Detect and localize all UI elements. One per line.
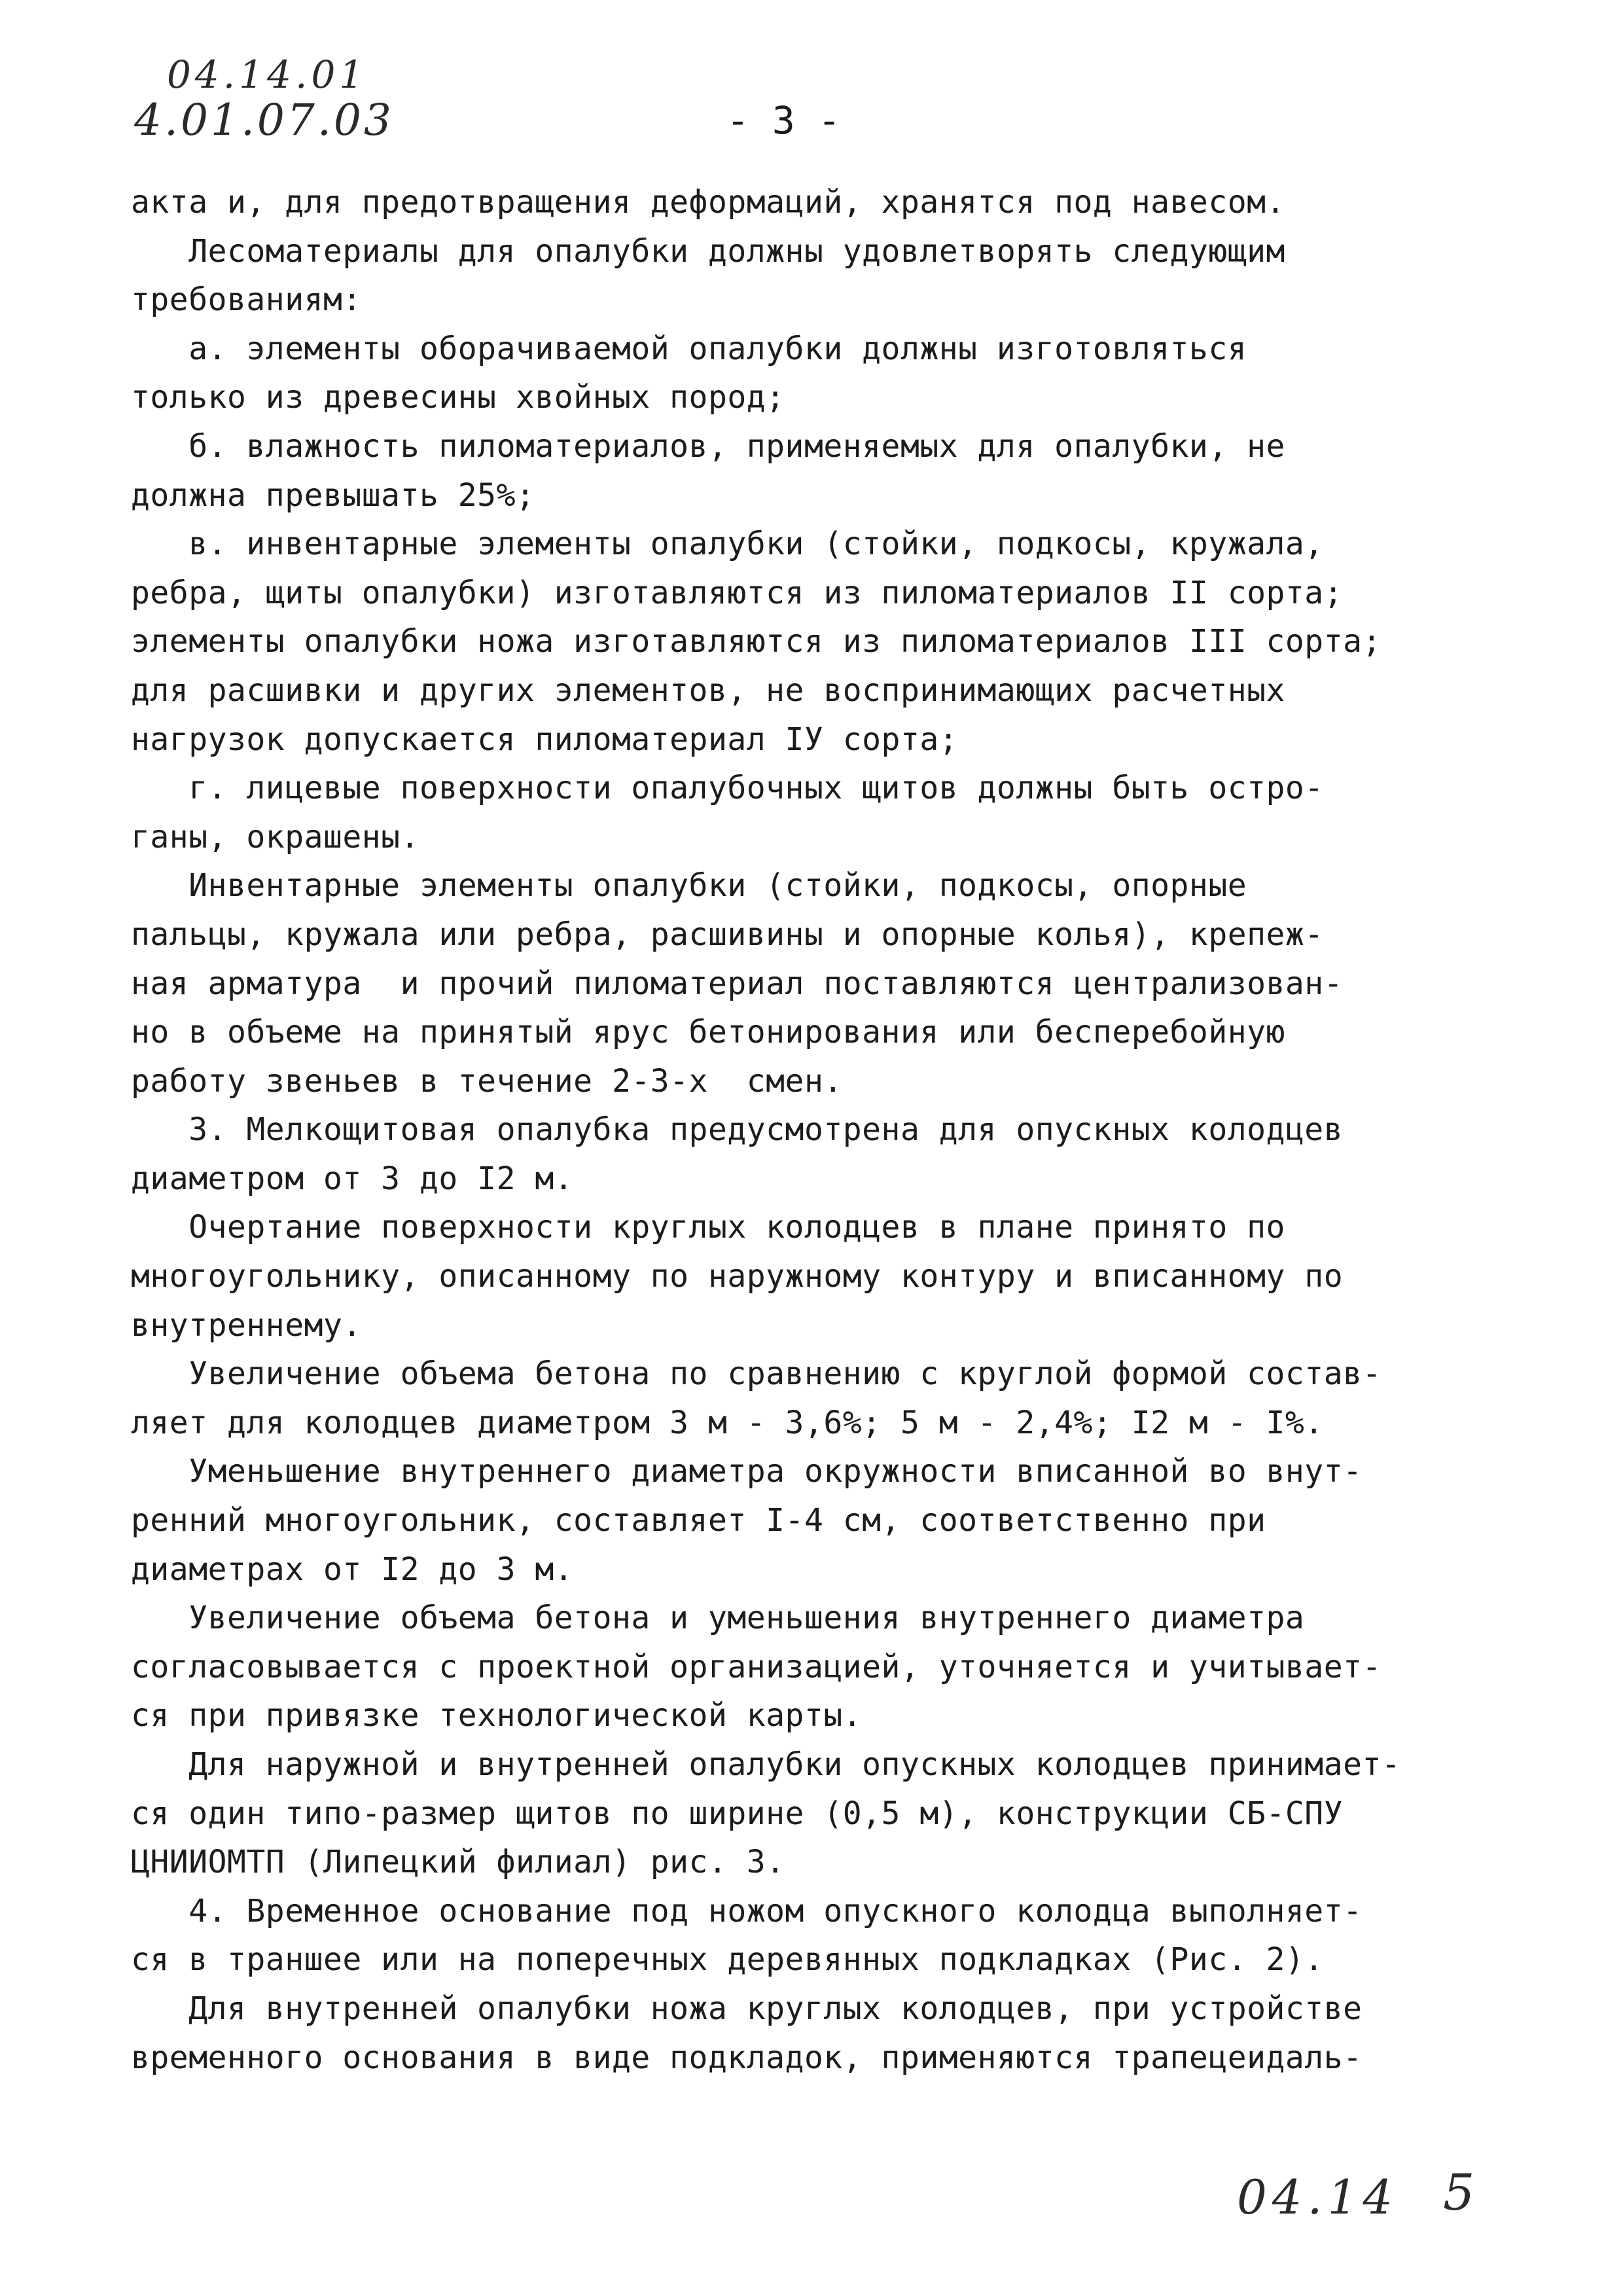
text-line: Для внутренней опалубки ножа круглых колодцев, при устройстве	[131, 1990, 1363, 2027]
text-line: Для наружной и внутренней опалубки опускных колодцев принимает-	[131, 1746, 1401, 1783]
text-line: нагрузок допускается пиломатериал IУ сорта;	[131, 721, 959, 758]
document-body	[131, 178, 1505, 2082]
text-line: элементы опалубки ножа изготавляются из пиломатериалов III сорта;	[131, 623, 1382, 660]
text-line: ся при привязке технологической карты.	[131, 1697, 863, 1734]
text-line: г. лицевые поверхности опалубочных щитов должны быть остро-	[131, 770, 1324, 807]
text-line: акта и, для предотвращения деформаций, хранятся под навесом.	[131, 184, 1285, 221]
text-line: временного основания в виде подкладок, применяются трапецеидаль-	[131, 2039, 1363, 2076]
text-line: ся один типо-размер щитов по ширине (0,5 м), конструкции СБ-СПУ	[131, 1795, 1344, 1832]
text-line: диаметром от 3 до I2 м.	[131, 1160, 574, 1197]
text-line: ся в траншее или на поперечных деревянных подкладках (Рис. 2).	[131, 1941, 1324, 1979]
text-line: многоугольнику, описанному по наружному контуру и вписанному по	[131, 1258, 1344, 1295]
text-line: Увеличение объема бетона и уменьшения внутреннего диаметра	[131, 1600, 1305, 1637]
text-line: Инвентарные элементы опалубки (стойки, подкосы, опорные	[131, 867, 1247, 905]
text-line: Лесоматериалы для опалубки должны удовлетворять следующим	[131, 232, 1285, 270]
text-line: а. элементы оборачиваемой опалубки должны изготовляться	[131, 330, 1247, 367]
text-line: ренний многоугольник, составляет I-4 см, соответственно при	[131, 1502, 1266, 1539]
text-line: Уменьшение внутреннего диаметра окружности вписанной во внут-	[131, 1453, 1363, 1490]
text-line: ная арматура и прочий пиломатериал поставляются централизован-	[131, 965, 1344, 1002]
text-line: 4. Временное основание под ножом опускного колодца выполняет-	[131, 1892, 1363, 1929]
handwritten-footer-mark: 04.14	[1237, 2170, 1399, 2225]
text-line: пальцы, кружала или ребра, расшивины и опорные колья), крепеж-	[131, 916, 1324, 953]
text-line: ганы, окрашены.	[131, 818, 419, 855]
handwritten-sheet-number: 5	[1443, 2163, 1475, 2221]
text-line: б. влажность пиломатериалов, применяемых для опалубки, не	[131, 427, 1285, 465]
text-line: только из древесины хвойных пород;	[131, 379, 785, 416]
text-line: согласовывается с проектной организацией, уточняется и учитывает-	[131, 1648, 1382, 1685]
text-line: требованиям:	[131, 281, 362, 319]
text-line: в. инвентарные элементы опалубки (стойки, подкосы, кружала,	[131, 526, 1324, 563]
text-line: диаметрах от I2 до 3 м.	[131, 1551, 574, 1588]
handwritten-code-line-2: 4.01.07.03	[134, 95, 394, 145]
page-number: - 3 -	[726, 98, 841, 143]
text-line: Очертание поверхности круглых колодцев в плане принято по	[131, 1209, 1285, 1246]
text-line: Увеличение объема бетона по сравнению с круглой формой состав-	[131, 1355, 1382, 1393]
handwritten-code-line-1: 04.14.01	[167, 52, 368, 97]
text-line: работу звеньев в течение 2-3-х смен.	[131, 1062, 843, 1100]
text-line: должна превышать 25%;	[131, 476, 535, 514]
text-line: для расшивки и других элементов, не воспринимающих расчетных	[131, 672, 1285, 709]
text-line: ляет для колодцев диаметром 3 м - 3,6%; 5 м - 2,4%; I2 м - I%.	[131, 1404, 1324, 1441]
text-line: 3. Мелкощитовая опалубка предусмотрена для опускных колодцев	[131, 1111, 1344, 1149]
text-line: внутреннему.	[131, 1306, 362, 1344]
text-line: ребра, щиты опалубки) изготавляются из пиломатериалов II сорта;	[131, 574, 1344, 611]
text-line: но в объеме на принятый ярус бетонирования или бесперебойную	[131, 1014, 1285, 1051]
text-line: ЦНИИОМТП (Липецкий филиал) рис. 3.	[131, 1844, 785, 1881]
